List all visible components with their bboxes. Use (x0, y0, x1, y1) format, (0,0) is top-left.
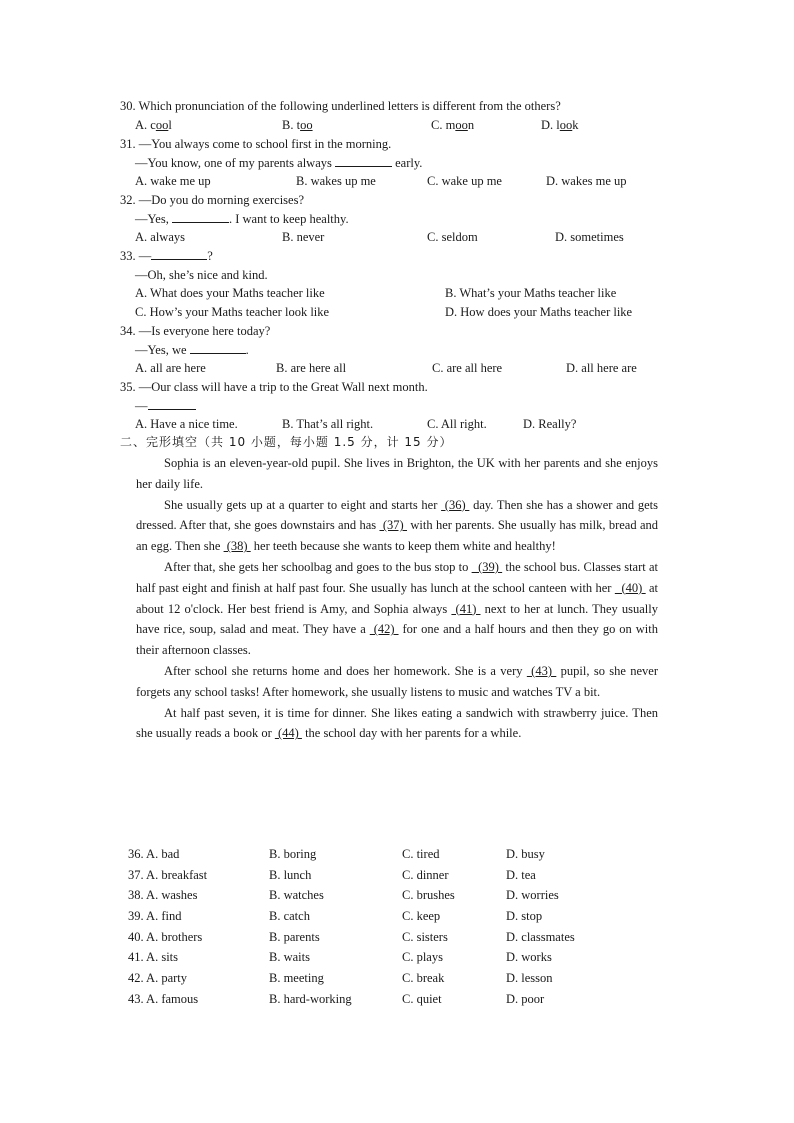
q33-option-a: A. What does your Maths teacher like (135, 286, 325, 300)
q34-option-a: A. all are here (135, 361, 206, 375)
cloze-passage (136, 453, 658, 744)
q35-option-c: C. All right. (427, 417, 487, 431)
q31-option-d: D. wakes me up (546, 174, 627, 188)
q35-option-b: B. That’s all right. (282, 417, 374, 431)
q33-option-c: C. How’s your Maths teacher look like (135, 305, 330, 319)
q30-option-c: C. moon (431, 118, 475, 132)
passage-paragraph: After school she returns home and does her homework. She is a very (43) pupil, so she never forgets any school tasks! After homework, she usually listens to music and watches TV a bit. (136, 663, 659, 699)
gap-37: (37) (379, 518, 408, 533)
q34-option-b: B. are here all (276, 361, 347, 375)
passage-paragraph: She usually gets up at a quarter to eight and starts her (36) day. Then she has a shower and gets dressed. After that, she goes downstairs and has (37) with her parents. She usually has milk, bread and an egg. Then she (38) her teeth because she wants to keep them white and healthy! (136, 497, 659, 554)
q30-stem: 30. Which pronunciation of the following underlined letters is different from the others? (120, 99, 561, 113)
q33-option-b: B. What’s your Maths teacher like (445, 286, 617, 300)
q31-option-b: B. wakes up me (296, 174, 376, 188)
options-row: 42. A. party B. meeting C. break D. lesson (128, 971, 553, 986)
options-row: 41. A. sits B. waits C. plays D. works (128, 950, 552, 965)
options-row: 36. A. bad B. boring C. tired D. busy (128, 847, 545, 861)
options-row: 43. A. famous B. hard-working C. quiet D. poor (128, 991, 545, 1006)
options-row: 37. A. breakfast B. lunch C. dinner D. tea (128, 867, 536, 882)
gap-36: (36) (441, 497, 470, 512)
q35-stem: 35. —Our class will have a trip to the Great Wall next month. (120, 380, 428, 394)
cloze-options-table (128, 846, 628, 1012)
q31-response: —You know, one of my parents always early. (135, 156, 423, 170)
q32-option-b: B. never (282, 230, 325, 244)
q32-response: —Yes, . I want to keep healthy. (135, 212, 349, 226)
gap-42: (42) (369, 622, 399, 637)
gap-40: (40) (614, 580, 646, 595)
q33-stem: 33. — ? (120, 249, 213, 263)
q33-option-d: D. How does your Maths teacher like (445, 305, 633, 319)
q35-response: — (135, 398, 196, 414)
q33-response: —Oh, she’s nice and kind. (135, 268, 268, 282)
q30-option-d: D. look (541, 118, 579, 132)
passage-paragraph: After that, she gets her schoolbag and goes to the bus stop to (39) the school bus. Classes start at half past eight and finish at half past four. She usually has lunch at the school canteen with her (40) at about 12 o'clock. Her best friend is Amy, and Sophia always (41) next to her at lunch. They usually have rice, soup, salad and meat. They have a (42) for one and a half hours and then they go on with their afternoon classes. (136, 559, 659, 658)
options-row: 38. A. washes B. watches C. brushes D. worries (128, 888, 559, 903)
q31-stem: 31. —You always come to school first in the morning. (120, 137, 392, 151)
answer-blank (172, 211, 229, 223)
gap-44: (44) (274, 726, 302, 741)
answer-blank (335, 155, 392, 167)
gap-41: (41) (451, 601, 481, 616)
q31-option-c: C. wake up me (427, 174, 502, 188)
q30-option-a: A. cool (135, 118, 172, 132)
q34-stem: 34. —Is everyone here today? (120, 324, 271, 338)
options-row: 40. A. brothers B. parents C. sisters D. classmates (128, 929, 575, 944)
passage-paragraph: At half past seven, it is time for dinner. She likes eating a sandwich with strawberry juice. Then she usually reads a book or (44) the school day with her parents for a while. (136, 705, 658, 741)
gap-43: (43) (526, 663, 557, 678)
q35-option-d: D. Really? (523, 417, 577, 431)
answer-blank (190, 342, 246, 354)
q34-option-c: C. are all here (432, 361, 503, 375)
section-heading-cloze: 二、完形填空（共 10 小题，每小题 1.5 分，计 15 分） (120, 435, 453, 449)
q31-option-a: A. wake me up (135, 174, 211, 188)
passage-paragraph: Sophia is an eleven-year-old pupil. She lives in Brighton, the UK with her parents and she enjoys her daily life. (136, 456, 658, 491)
q30-option-b: B. too (282, 118, 313, 132)
q32-stem: 32. —Do you do morning exercises? (120, 193, 304, 207)
q34-option-d: D. all here are (566, 361, 637, 375)
q32-option-d: D. sometimes (555, 230, 624, 244)
q35-option-a: A. Have a nice time. (135, 417, 238, 431)
answer-blank (148, 398, 196, 410)
gap-39: (39) (471, 559, 503, 574)
options-row: 39. A. find B. catch C. keep D. stop (128, 909, 543, 924)
q32-option-c: C. seldom (427, 230, 478, 244)
gap-38: (38) (223, 539, 251, 554)
q32-option-a: A. always (135, 230, 185, 244)
answer-blank (151, 248, 207, 260)
q34-response: —Yes, we . (135, 343, 249, 357)
